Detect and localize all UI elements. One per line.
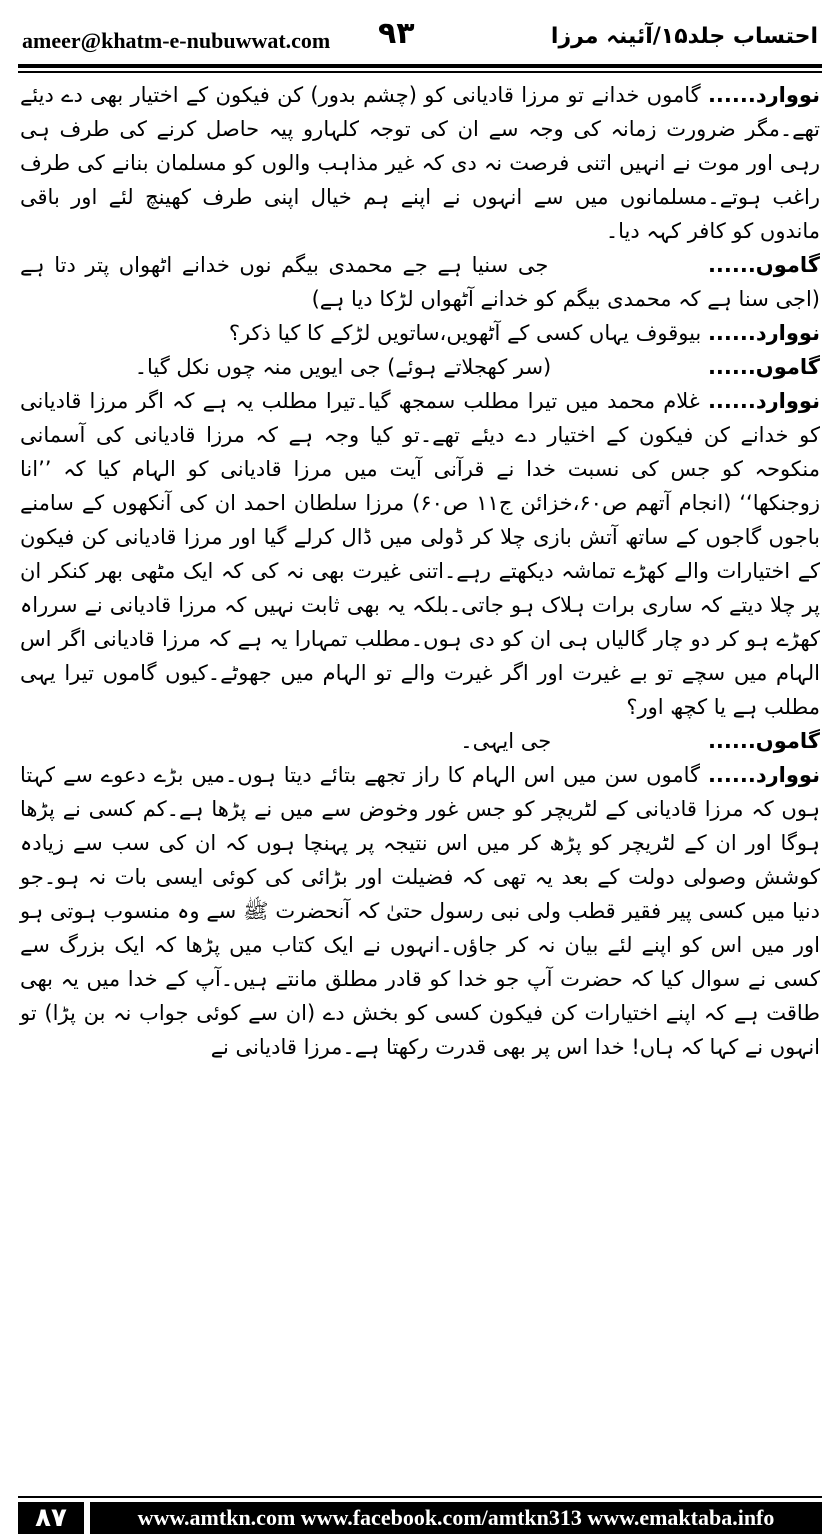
dialogue-paragraph-5 bbox=[20, 384, 820, 724]
page-footer bbox=[18, 1502, 822, 1534]
dialogue-paragraph-6 bbox=[20, 724, 820, 758]
page-body bbox=[20, 78, 820, 1064]
header-book-title: احتساب جلد۱۵/آئینہ مرزا bbox=[550, 24, 818, 49]
speaker-label: نووارد...... bbox=[707, 763, 820, 787]
footer-page-number: ۸۷ bbox=[18, 1502, 84, 1534]
dialogue-text: جی ایہی۔ bbox=[460, 729, 552, 753]
header-email: ameer@khatm-e-nubuwwat.com bbox=[22, 28, 331, 53]
header-page-number: ۹۳ bbox=[378, 16, 415, 51]
dialogue-text: بیوقوف یہاں کسی کے آٹھویں،ساتویں لڑکے کا کیا ذکر؟ bbox=[228, 321, 702, 345]
dialogue-paragraph-7 bbox=[20, 758, 820, 1064]
speaker-label: نووارد...... bbox=[707, 83, 820, 107]
speaker-label: نووارد...... bbox=[707, 321, 820, 345]
speaker-label: گاموں...... bbox=[707, 729, 820, 753]
dialogue-paragraph-4 bbox=[20, 350, 820, 384]
dialogue-text: (سر کھجلاتے ہوئے) جی ایویں منہ چوں نکل گیا۔ bbox=[134, 355, 552, 379]
dialogue-text: گاموں خدانے تو مرزا قادیانی کو (چشم بدور) کن فیکون کے اختیار بھی دے دیئے تھے۔مگر ضرورت زمانہ کی وجہ سے ان کی توجہ کلہارو پیہ حاصل کرنے کی طرف ہی رہی اور موت نے انہیں اتنی فرصت نہ دی کہ غیر مذاہب والوں کو مسلمان بنانے کی طرف راغب ہوتے۔مسلمانوں میں سے انہوں نے اپنے ہم خیال اپنی طرف کھینچ لئے اور باقی ماندوں کو کافر کہہ دیا۔ bbox=[20, 83, 820, 243]
footer-rule bbox=[18, 1496, 822, 1498]
speaker-label: نووارد...... bbox=[707, 389, 820, 413]
dialogue-text: گاموں سن میں اس الہام کا راز تجھے بتائے دیتا ہوں۔میں بڑے دعوے سے کہتا ہوں کہ مرزا قادیانی کے لٹریچر کو جس غور وخوض سے میں نے پڑھا ہے۔کم کسی نے پڑھا ہوگا اور ان کے لٹریچر کو پڑھ کر میں اس نتیجہ پر پہنچا ہوں کہ ان کی سب سے زیادہ کوشش وصولی دولت کے بعد یہ تھی کہ فضیلت اور بڑائی کی کوئی ایسی بات نہ ہو۔جو دنیا میں کسی پیر فقیر قطب ولی نبی رسول حتیٰ کہ آنحضرت ﷺ سے وہ منسوب ہوتی ہو اور میں اس کو اپنے لئے بیان نہ کر جاؤں۔انہوں نے ایک کتاب میں پڑھا کہ ایک بزرگ سے کسی نے سوال کیا کہ حضرت آپ جو خدا کو قادر مطلق مانتے ہیں۔آپ کے خدا میں یہ بھی طاقت ہے کہ اپنے اختیارات کن فیکون کسی کو بخش دے (ان سے کوئی جواب نہ بن پڑا) تو انہوں نے کہا کہ ہاں! خدا اس پر بھی قدرت رکھتا ہے۔مرزا قادیانی نے bbox=[20, 763, 820, 1059]
dialogue-paragraph-2 bbox=[20, 248, 820, 316]
header-rule-thick bbox=[18, 64, 822, 68]
dialogue-paragraph-1 bbox=[20, 78, 820, 248]
header-rule-thin bbox=[18, 71, 822, 73]
speaker-label: گاموں...... bbox=[707, 253, 820, 277]
dialogue-text: جی سنیا ہے جے محمدی بیگم نوں خدانے اٹھواں پتر دتا ہے (اجی سنا ہے کہ محمدی بیگم کو خدانے آٹھواں لڑکا دیا ہے) bbox=[20, 253, 820, 311]
page-header bbox=[18, 14, 822, 58]
speaker-label: گاموں...... bbox=[707, 355, 820, 379]
dialogue-paragraph-3 bbox=[20, 316, 820, 350]
dialogue-text: غلام محمد میں تیرا مطلب سمجھ گیا۔تیرا مطلب یہ ہے کہ اگر مرزا قادیانی کو خدانے کن فیکون کے اختیار دے دیئے تھے۔تو کیا وجہ ہے کہ مرزا قادیانی کی آسمانی منکوحہ کو جس کی نسبت خدا نے قرآنی آیت میں مرزا قادیانی کو الہام کیا کہ ’’انا زوجنکھا‘‘ (انجام آتھم ص۶۰،خزائن ج۱۱ ص۶۰) مرزا سلطان احمد ان کی آنکھوں کے سامنے باجوں گاجوں کے ساتھ آتش بازی چلا کر ڈولی میں ڈال کرلے گیا اور مرزا قادیانی کن فیکون کے اختیارات والے کھڑے تماشہ دیکھتے رہے۔اتنی غیرت بھی نہ کی کہ ایک مٹھی بھر کنکر ان پر چلا دیتے کہ ساری برات ہلاک ہو جاتی۔بلکہ یہ بھی ثابت نہیں کہ مرزا قادیانی نے سرراہ کھڑے ہو کر دو چار گالیاں ہی ان کو دی ہوں۔مطلب تمہارا یہ ہے کہ مرزا قادیانی اگر اس الہام میں سچے تو بے غیرت اور اگر غیرت والے تو الہام میں جھوٹے۔کیوں گاموں تیرا یہی مطلب ہے یا کچھ اور؟ bbox=[20, 389, 820, 719]
footer-website-links: www.amtkn.com www.facebook.com/amtkn313 www.emaktaba.info bbox=[90, 1502, 822, 1534]
